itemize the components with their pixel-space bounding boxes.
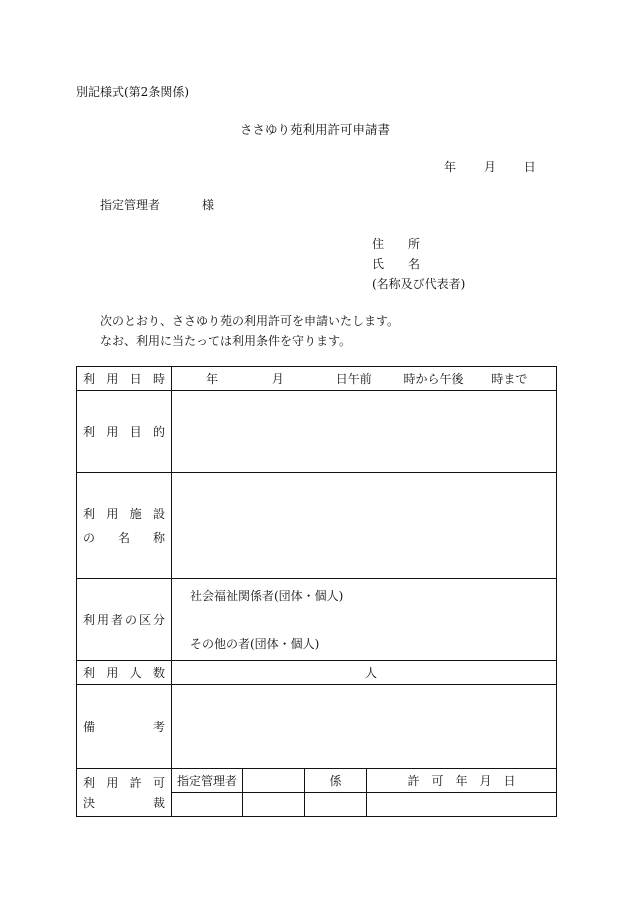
row-usage-datetime: [77, 367, 557, 391]
applicant-block: [372, 234, 465, 294]
form-reference: 別記様式(第2条関係): [76, 85, 189, 99]
clerk-stamp-box[interactable]: [305, 793, 367, 817]
addressee-name: 指定管理者: [100, 198, 161, 212]
category-option-welfare[interactable]: 社会福祉関係者(団体・個人): [190, 588, 344, 603]
usage-datetime-label: 利用日時: [77, 367, 172, 391]
row-remarks: [77, 685, 557, 769]
statement-line-2: なお、利用に当たっては利用条件を守ります。: [100, 334, 352, 348]
dt-year: 年: [206, 372, 219, 386]
decision-manager-header: 指定管理者: [172, 769, 243, 793]
decision-date-header: 許 可 年 月 日: [367, 769, 557, 793]
usage-datetime-field[interactable]: [172, 367, 557, 391]
remarks-field[interactable]: [172, 685, 557, 769]
row-user-count: [77, 661, 557, 685]
dt-month: 月: [271, 372, 284, 386]
facility-label: 利用施設 の名称: [77, 473, 172, 579]
addressee-honorific: 様: [202, 198, 215, 212]
date-stamp-box[interactable]: [367, 793, 557, 817]
purpose-label: 利用目的: [77, 391, 172, 473]
user-count-unit: 人: [365, 666, 378, 680]
remarks-label: 備考: [77, 685, 172, 769]
user-category-label: 利用者の区分: [77, 579, 172, 661]
statement-line-1: 次のとおり、ささゆり苑の利用許可を申請いたします。: [100, 314, 400, 328]
row-decision-header: [77, 769, 557, 793]
user-count-field[interactable]: [172, 661, 557, 685]
decision-blank-header: [243, 769, 305, 793]
dt-until: 時まで: [491, 372, 528, 386]
row-purpose: [77, 391, 557, 473]
user-category-field[interactable]: [172, 579, 557, 661]
decision-clerk-header: 係: [305, 769, 367, 793]
application-statement: [100, 311, 399, 351]
facility-field[interactable]: [172, 473, 557, 579]
application-table: [76, 366, 557, 817]
name-note: (名称及び代表者): [372, 277, 466, 291]
dt-from-pm: 時から午後: [403, 372, 464, 386]
row-user-category: [77, 579, 557, 661]
document-title: ささゆり苑利用許可申請書: [239, 122, 390, 137]
dt-day-am: 日午前: [335, 372, 372, 386]
category-option-other[interactable]: その他の者(団体・個人): [190, 636, 320, 651]
address-label: 住 所: [372, 237, 421, 251]
purpose-field[interactable]: [172, 391, 557, 473]
blank-stamp-box[interactable]: [243, 793, 305, 817]
name-label: 氏 名: [372, 257, 421, 271]
manager-stamp-box[interactable]: [172, 793, 243, 817]
decision-label: 利用許可 決裁: [77, 769, 172, 817]
date-day: 日: [523, 160, 536, 174]
addressee: [100, 198, 214, 212]
row-facility: [77, 473, 557, 579]
application-date: [444, 160, 536, 174]
date-year: 年: [444, 160, 457, 174]
user-count-label: 利用人数: [77, 661, 172, 685]
date-month: 月: [483, 160, 496, 174]
